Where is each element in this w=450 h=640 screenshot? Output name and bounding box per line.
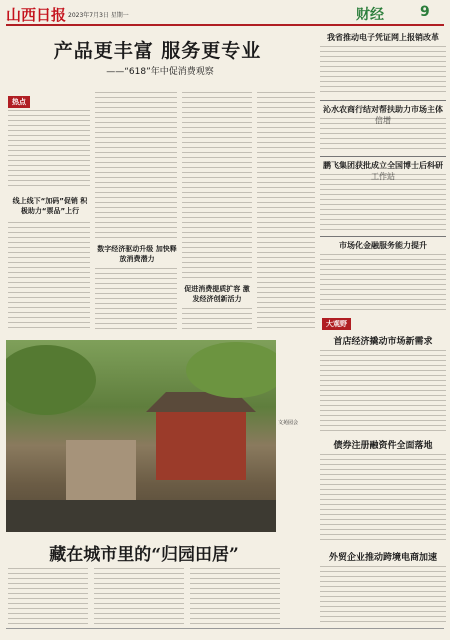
- lead-col-3b: [182, 306, 252, 332]
- divider: [320, 100, 446, 101]
- lead-col-1b: [8, 220, 90, 332]
- photo-story-title: 藏在城市里的“归园田居”: [49, 545, 239, 565]
- wind-tag: 大观野: [322, 318, 351, 330]
- right-col-5: [320, 348, 446, 432]
- right-col-2: [320, 116, 446, 152]
- right-headline-1: 我省推动电子凭证网上报销改革: [327, 33, 439, 42]
- story-col-2: [94, 566, 184, 624]
- pull-quote-1: 线上线下“加码”促销 积极助力“票品”上行: [12, 197, 88, 215]
- right-col-7: [320, 564, 446, 624]
- right-col-6: [320, 452, 446, 544]
- lead-col-2b: [95, 266, 177, 332]
- right-headline-6: 债券注册融资件全面落地: [333, 441, 433, 451]
- page-number: 9: [420, 4, 430, 20]
- right-headline-7: 外贸企业推动跨境电商加速: [328, 553, 437, 563]
- lead-col-4: [257, 90, 315, 332]
- divider: [320, 236, 446, 237]
- lead-col-1: [8, 108, 90, 190]
- lead-col-3: [182, 90, 252, 280]
- garden-photo: [6, 340, 276, 532]
- page-footer: [6, 628, 444, 639]
- lead-col-2: [95, 90, 177, 240]
- right-headline-2: 沁水农商行结对帮扶助力市场主体: [323, 105, 443, 114]
- right-col-4: [320, 252, 446, 312]
- story-col-3: [190, 566, 280, 624]
- pull-quote-3: 促进消费提质扩容 激发经济创新活力: [184, 285, 250, 303]
- right-headline-3: 鹏飞集团获批成立全国博士后科研: [323, 161, 443, 170]
- masthead-logo: 山西日报: [6, 6, 67, 24]
- garden-scene: [6, 340, 276, 532]
- right-headline-4: 市场化金融服务能力提升: [339, 241, 427, 250]
- story-col-1: [8, 566, 88, 624]
- right-col-1: [320, 44, 446, 96]
- pull-quote-2: 数字经济驱动升级 加快释放消费潜力: [97, 245, 177, 263]
- lead-headline: 产品更丰富 服务更专业: [53, 40, 262, 62]
- right-col-3: [320, 172, 446, 232]
- hot-tag: 热点: [8, 96, 30, 108]
- section-name: 财经: [356, 7, 384, 23]
- lead-subheadline: ——“618”年中促消费观察: [106, 67, 214, 77]
- divider: [320, 156, 446, 157]
- right-headline-5: 首店经济撬动市场新需求: [333, 337, 433, 347]
- dateline: 2023年7月3日 星期一: [68, 12, 129, 19]
- photo-caption-title: 文苑园会: [278, 420, 299, 426]
